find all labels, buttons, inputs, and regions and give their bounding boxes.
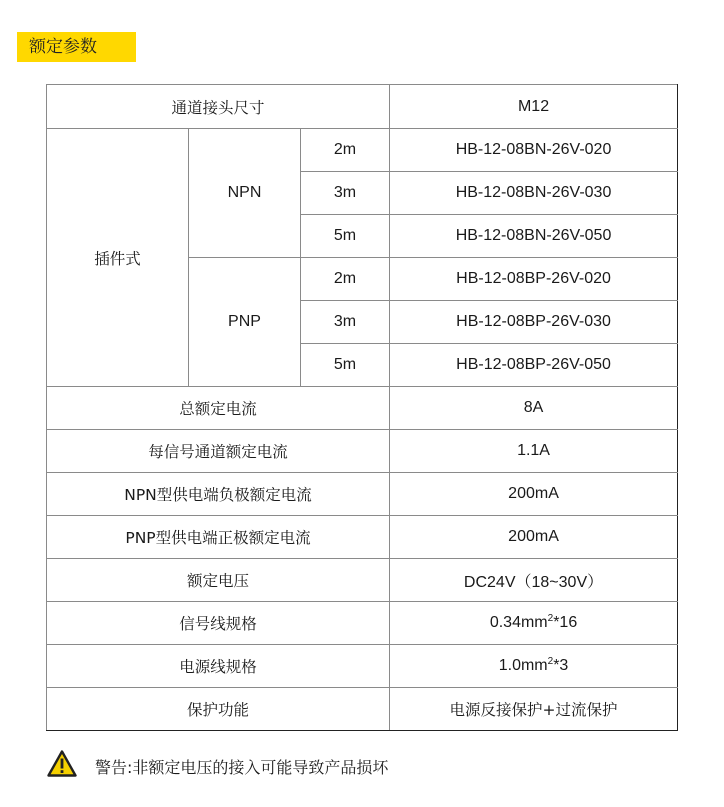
cable-length: 2m: [301, 129, 390, 172]
spec-label: 信号线规格: [47, 602, 390, 645]
spec-row: [47, 645, 678, 688]
spec-label: 额定电压: [47, 559, 390, 602]
spec-value: DC24V（18~30V）: [390, 559, 678, 602]
model-number: HB-12-08BN-26V-050: [390, 215, 678, 258]
spec-value: 8A: [390, 387, 678, 430]
spec-row: [47, 559, 678, 602]
spec-label: PNP型供电端正极额定电流: [47, 516, 390, 559]
cable-length: 5m: [301, 344, 390, 387]
spec-value: 200mA: [390, 516, 678, 559]
spec-value: $1.0mm^2*3$: [390, 645, 678, 688]
spec-label: 总额定电流: [47, 387, 390, 430]
warning-notice: [47, 752, 388, 780]
connector-size-label: 通道接头尺寸: [47, 85, 390, 129]
section-title: 额定参数: [17, 32, 136, 62]
spec-label: NPN型供电端负极额定电流: [47, 473, 390, 516]
spec-value: 电源反接保护+过流保护: [390, 688, 678, 731]
warning-triangle-icon: [47, 750, 77, 782]
spec-label: 每信号通道额定电流: [47, 430, 390, 473]
spec-value: 1.1A: [390, 430, 678, 473]
model-number: HB-12-08BN-26V-030: [390, 172, 678, 215]
output-type-npn: NPN: [189, 129, 301, 258]
table-header-row: [47, 85, 678, 129]
spec-row: [47, 430, 678, 473]
spec-label: 电源线规格: [47, 645, 390, 688]
model-number: HB-12-08BP-26V-020: [390, 258, 678, 301]
model-number: HB-12-08BP-26V-030: [390, 301, 678, 344]
spec-value: $0.34mm^2*16$: [390, 602, 678, 645]
spec-value: 200mA: [390, 473, 678, 516]
model-number: HB-12-08BN-26V-020: [390, 129, 678, 172]
spec-row: [47, 387, 678, 430]
spec-row: [47, 602, 678, 645]
table-row: [47, 129, 678, 172]
output-type-pnp: PNP: [189, 258, 301, 387]
cable-length: 3m: [301, 172, 390, 215]
cable-length: 2m: [301, 258, 390, 301]
warning-text: 警告:非额定电压的接入可能导致产品损坏: [95, 757, 389, 777]
cable-length: 5m: [301, 215, 390, 258]
model-number: HB-12-08BP-26V-050: [390, 344, 678, 387]
connector-size-value: M12: [390, 85, 678, 129]
mount-type-cell: 插件式: [47, 129, 189, 387]
spec-row: [47, 516, 678, 559]
cable-length: 3m: [301, 301, 390, 344]
spec-row: [47, 688, 678, 731]
spec-label: 保护功能: [47, 688, 390, 731]
spec-row: [47, 473, 678, 516]
rated-parameters-table: [46, 84, 678, 731]
